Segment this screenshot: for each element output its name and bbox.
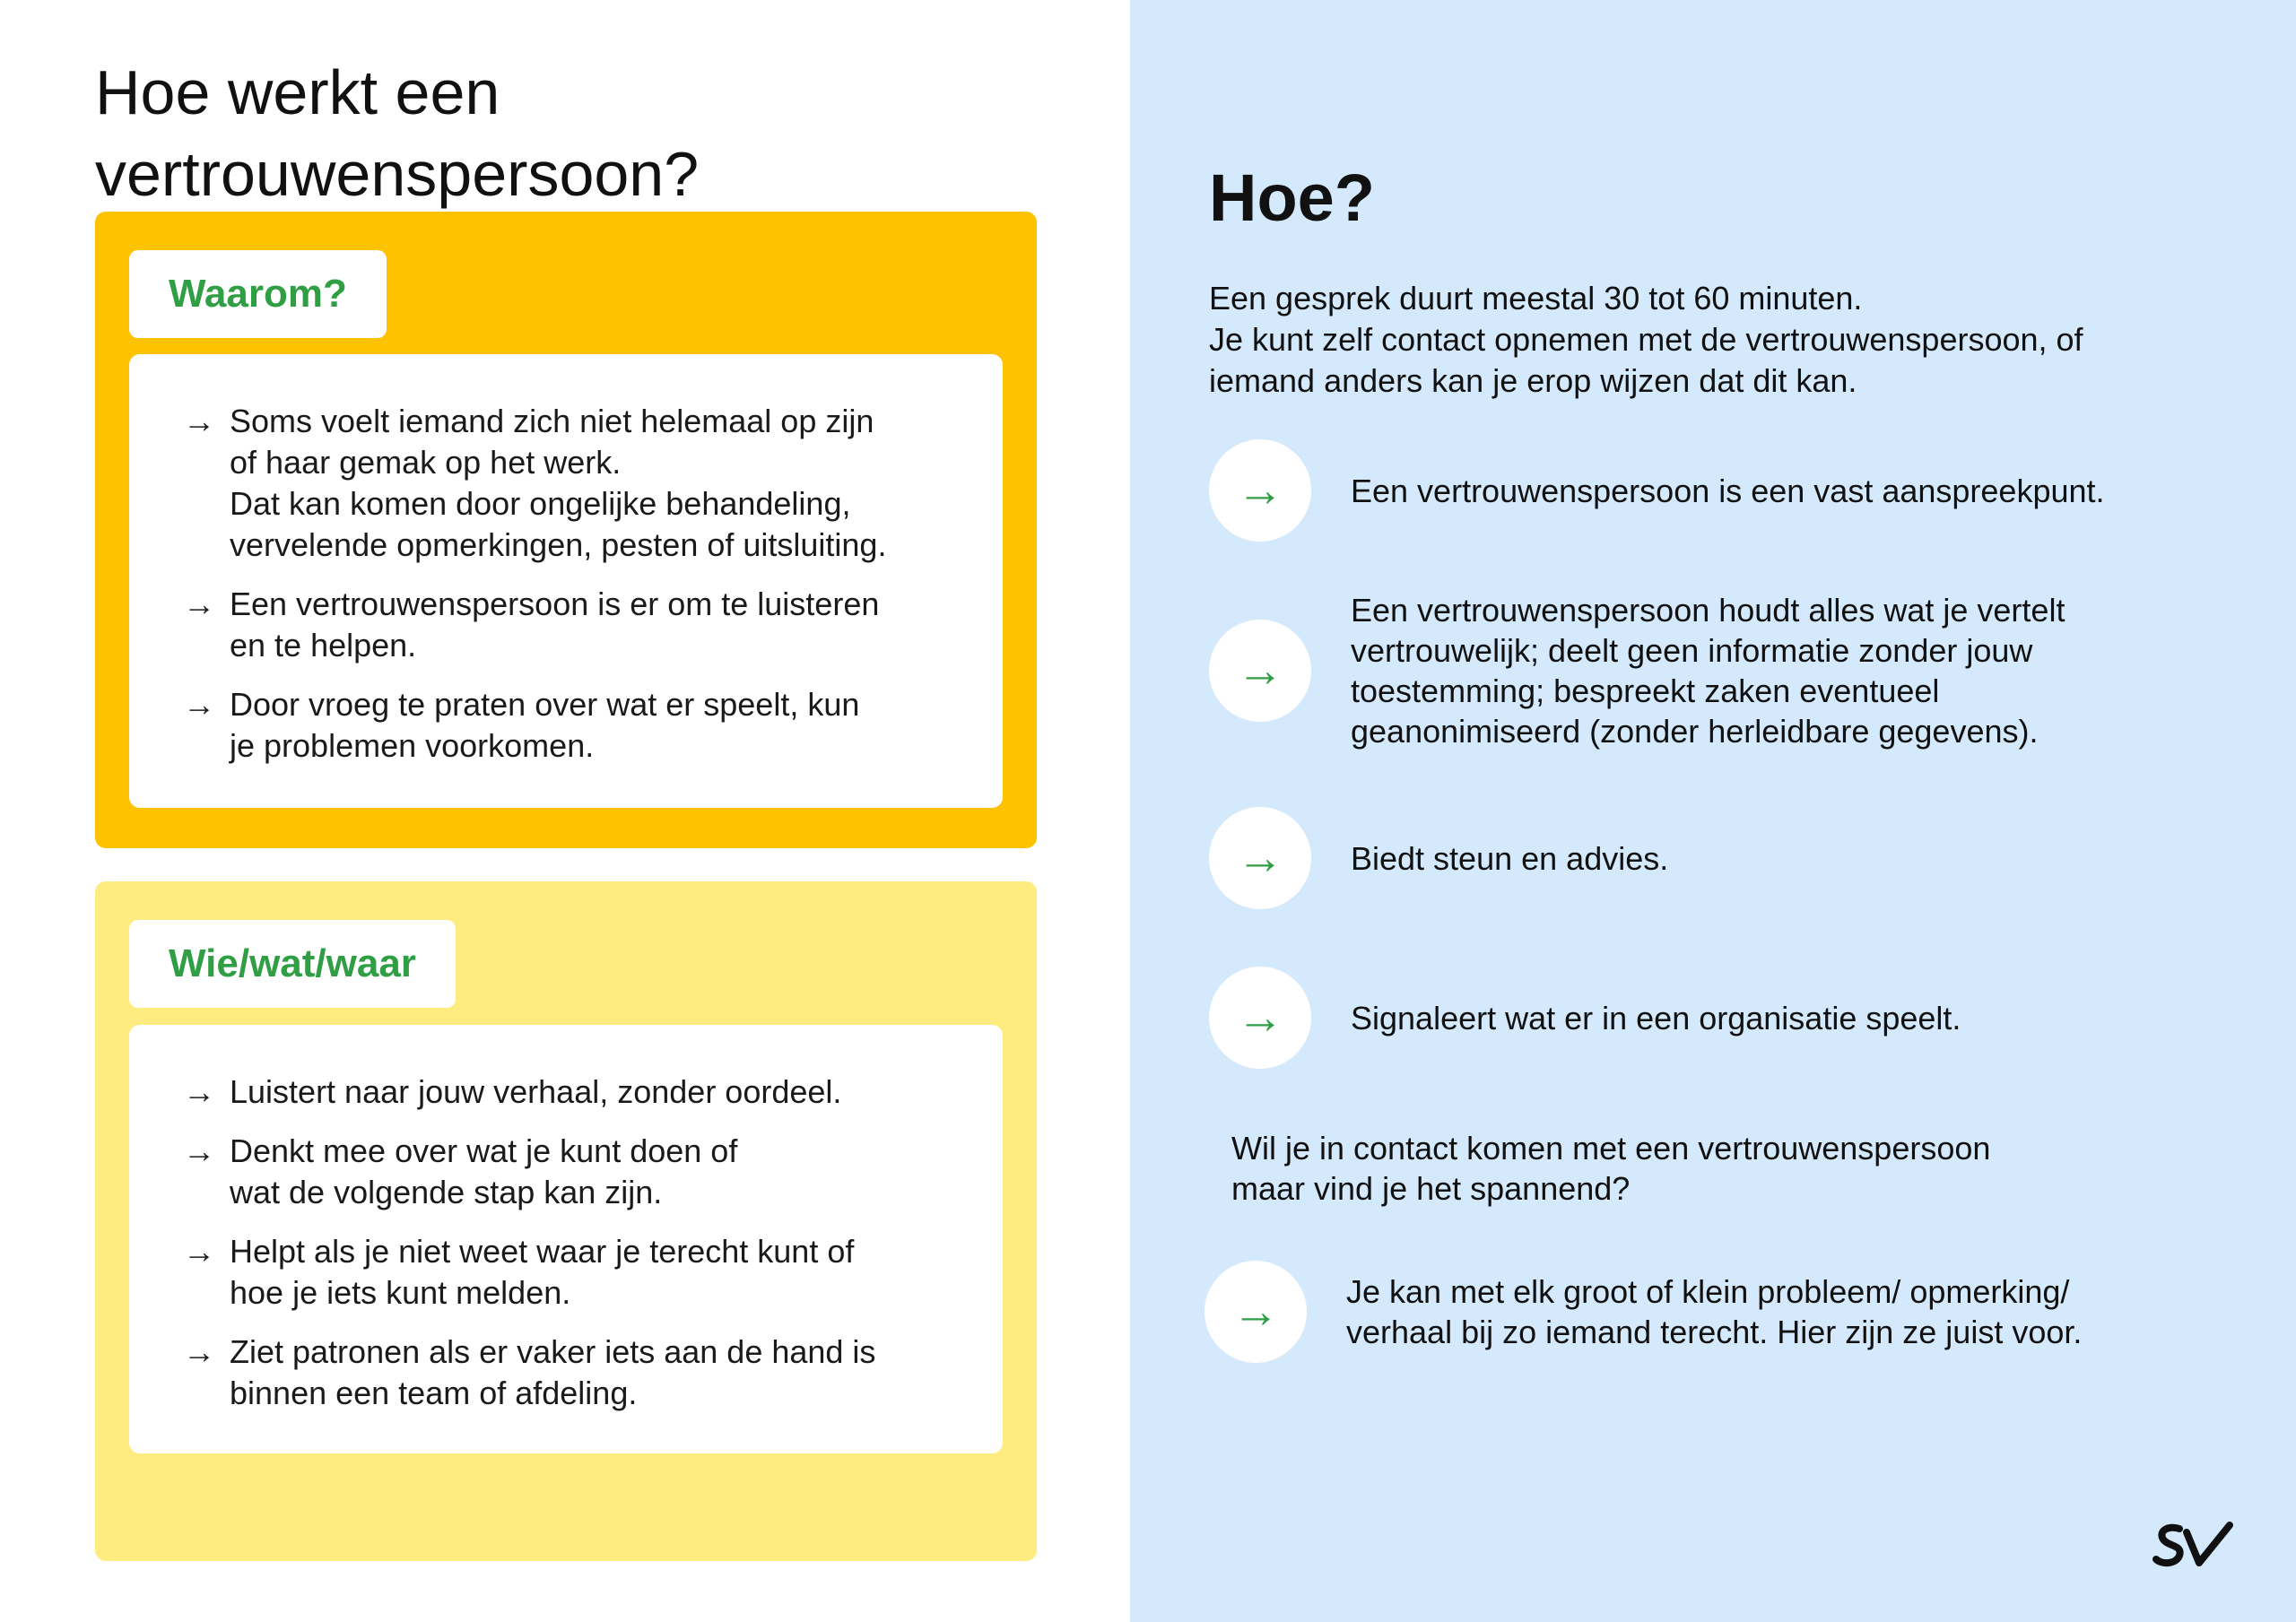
list-item-text: Door vroeg te praten over wat er speelt, kun je problemen voorkomen. bbox=[230, 686, 860, 764]
list-item bbox=[183, 401, 949, 566]
list-item bbox=[183, 1131, 949, 1213]
arrow-right-icon: → bbox=[1209, 439, 1311, 542]
arrow-right-icon: → bbox=[1205, 1261, 1307, 1363]
arrow-right-icon: → bbox=[183, 1073, 215, 1110]
how-point-text: Je kan met elk groot of klein probleem/ opmerking/ verhaal bij zo iemand terecht. Hier zijn ze juist voor. bbox=[1346, 1273, 2083, 1350]
arrow-right-icon: → bbox=[183, 1233, 215, 1270]
how-intro: Een gesprek duurt meestal 30 tot 60 minuten. Je kunt zelf contact opnemen met de vertrouwenspersoon, of iemand anders kan je erop wijzen dat dit kan. bbox=[1209, 280, 2083, 399]
how-point-text: Een vertrouwenspersoon houdt alles wat je vertelt vertrouwelijk; deelt geen informatie zonder jouw toestemming; bespreekt zaken eventueel geanonimiseerd (zonder herleidbare gegevens). bbox=[1351, 592, 2066, 750]
arrow-right-icon: → bbox=[183, 585, 215, 622]
list-item bbox=[183, 584, 949, 666]
how-point-text: Biedt steun en advies. bbox=[1351, 839, 1669, 877]
list-item-text: Helpt als je niet weet waar je terecht kunt of hoe je iets kunt melden. bbox=[230, 1233, 855, 1311]
arrow-right-icon: → bbox=[1209, 807, 1311, 909]
how-point-text: Signaleert wat er in een organisatie speelt. bbox=[1351, 999, 1961, 1037]
how-point-text: Een vertrouwenspersoon is een vast aanspreekpunt. bbox=[1351, 472, 2105, 509]
list-item bbox=[183, 684, 949, 767]
sv-logo bbox=[2152, 1520, 2235, 1572]
why-card-body bbox=[129, 354, 1003, 808]
how-point bbox=[1209, 439, 2240, 542]
who-card-body bbox=[129, 1025, 1003, 1453]
list-item bbox=[183, 1071, 949, 1113]
list-item-text: Een vertrouwenspersoon is er om te luisteren en te helpen. bbox=[230, 585, 880, 664]
left-column bbox=[0, 0, 1130, 1622]
who-card-label: Wie/wat/waar bbox=[129, 920, 456, 1008]
how-panel bbox=[1130, 0, 2296, 1622]
how-question: Wil je in contact komen met een vertrouwenspersoon maar vind je het spannend? bbox=[1231, 1130, 1991, 1207]
arrow-right-icon: → bbox=[1209, 620, 1311, 722]
why-card bbox=[95, 212, 1037, 848]
arrow-right-icon: → bbox=[1209, 967, 1311, 1069]
list-item-text: Soms voelt iemand zich niet helemaal op zijn of haar gemak op het werk. Dat kan komen door ongelijke behandeling, vervelende opmerkingen, pesten of uitsluiting. bbox=[230, 403, 887, 563]
how-point bbox=[1209, 967, 2240, 1069]
list-item bbox=[183, 1231, 949, 1314]
page-title: Hoe werkt een vertrouwenspersoon? bbox=[95, 57, 700, 209]
list-item-text: Luistert naar jouw verhaal, zonder oordeel. bbox=[230, 1073, 842, 1110]
list-item-text: Ziet patronen als er vaker iets aan de hand is binnen een team of afdeling. bbox=[230, 1333, 876, 1411]
arrow-right-icon: → bbox=[183, 1132, 215, 1169]
arrow-right-icon: → bbox=[183, 1333, 215, 1370]
arrow-right-icon: → bbox=[183, 403, 215, 439]
arrow-right-icon: → bbox=[183, 686, 215, 723]
list-item bbox=[183, 1331, 949, 1414]
who-card bbox=[95, 881, 1037, 1561]
how-point bbox=[1209, 590, 2240, 751]
how-point bbox=[1205, 1261, 2236, 1363]
why-card-label: Waarom? bbox=[129, 250, 387, 338]
how-title: Hoe? bbox=[1209, 160, 1375, 235]
list-item-text: Denkt mee over wat je kunt doen of wat de volgende stap kan zijn. bbox=[230, 1132, 738, 1210]
how-point bbox=[1209, 807, 2240, 909]
